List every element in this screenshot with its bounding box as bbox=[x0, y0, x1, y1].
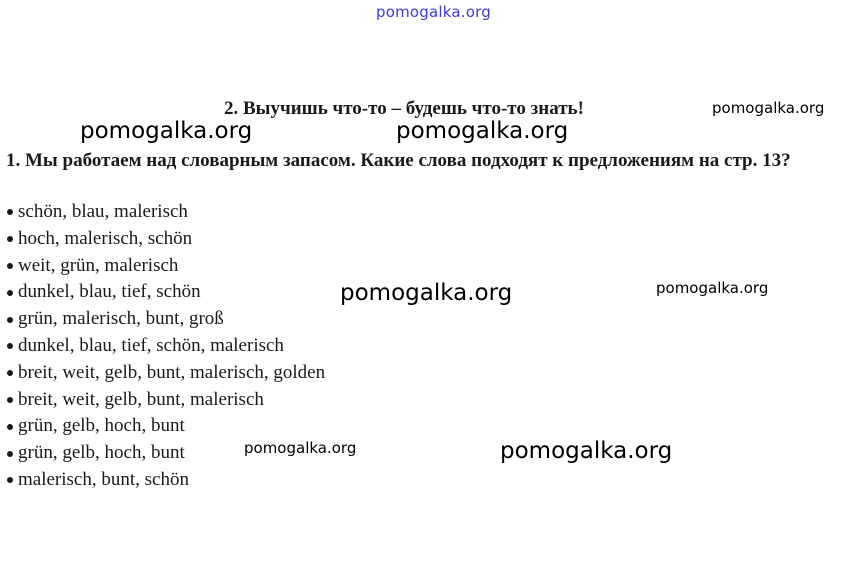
bullet-icon bbox=[7, 236, 13, 242]
section-heading: 2. Выучишь что-то – будешь что-то знать! bbox=[224, 98, 584, 119]
watermark: pomogalka.org bbox=[340, 280, 513, 306]
watermark: pomogalka.org bbox=[656, 279, 769, 297]
answer-item bbox=[6, 253, 325, 280]
bullet-icon bbox=[7, 209, 13, 215]
bullet-icon bbox=[7, 290, 13, 296]
watermark: pomogalka.org bbox=[396, 118, 569, 144]
answer-text: dunkel, blau, tief, schön bbox=[18, 281, 201, 303]
answer-item bbox=[6, 226, 325, 253]
answer-text: breit, weit, gelb, bunt, malerisch, golden bbox=[18, 361, 326, 383]
bullet-icon bbox=[7, 370, 13, 376]
answer-text: weit, grün, malerisch bbox=[18, 254, 179, 276]
bullet-icon bbox=[7, 343, 13, 349]
watermark: pomogalka.org bbox=[712, 99, 825, 117]
answer-text: grün, gelb, hoch, bunt bbox=[18, 442, 185, 464]
answer-text: malerisch, bunt, schön bbox=[18, 468, 189, 490]
answer-item bbox=[6, 279, 325, 306]
watermark: pomogalka.org bbox=[244, 439, 357, 457]
answer-text: schön, blau, malerisch bbox=[18, 201, 188, 222]
bullet-icon bbox=[7, 477, 13, 483]
bullet-icon bbox=[7, 424, 13, 430]
bullet-icon bbox=[7, 397, 13, 403]
answer-text: breit, weit, gelb, bunt, malerisch bbox=[18, 388, 264, 410]
answer-item bbox=[6, 306, 325, 333]
bullet-icon bbox=[7, 263, 13, 269]
answer-text: hoch, malerisch, schön bbox=[18, 227, 193, 249]
answer-text: grün, gelb, hoch, bunt bbox=[18, 415, 185, 437]
exercise-question: 1. Мы работаем над словарным запасом. Какие слова подходят к предложениям на стр. 13? bbox=[6, 150, 791, 171]
answer-item bbox=[6, 413, 325, 440]
answer-item bbox=[6, 387, 325, 414]
answer-text: dunkel, blau, tief, schön, malerisch bbox=[18, 334, 284, 356]
answer-item bbox=[6, 467, 325, 494]
bullet-icon bbox=[7, 317, 13, 323]
answer-text: grün, malerisch, bunt, groß bbox=[18, 308, 224, 330]
watermark: pomogalka.org bbox=[500, 438, 673, 464]
watermark: pomogalka.org bbox=[80, 118, 253, 144]
answer-item bbox=[6, 333, 325, 360]
bullet-icon bbox=[7, 451, 13, 457]
answer-item bbox=[6, 360, 325, 387]
site-link[interactable]: pomogalka.org bbox=[376, 3, 491, 21]
answer-item bbox=[6, 199, 325, 226]
